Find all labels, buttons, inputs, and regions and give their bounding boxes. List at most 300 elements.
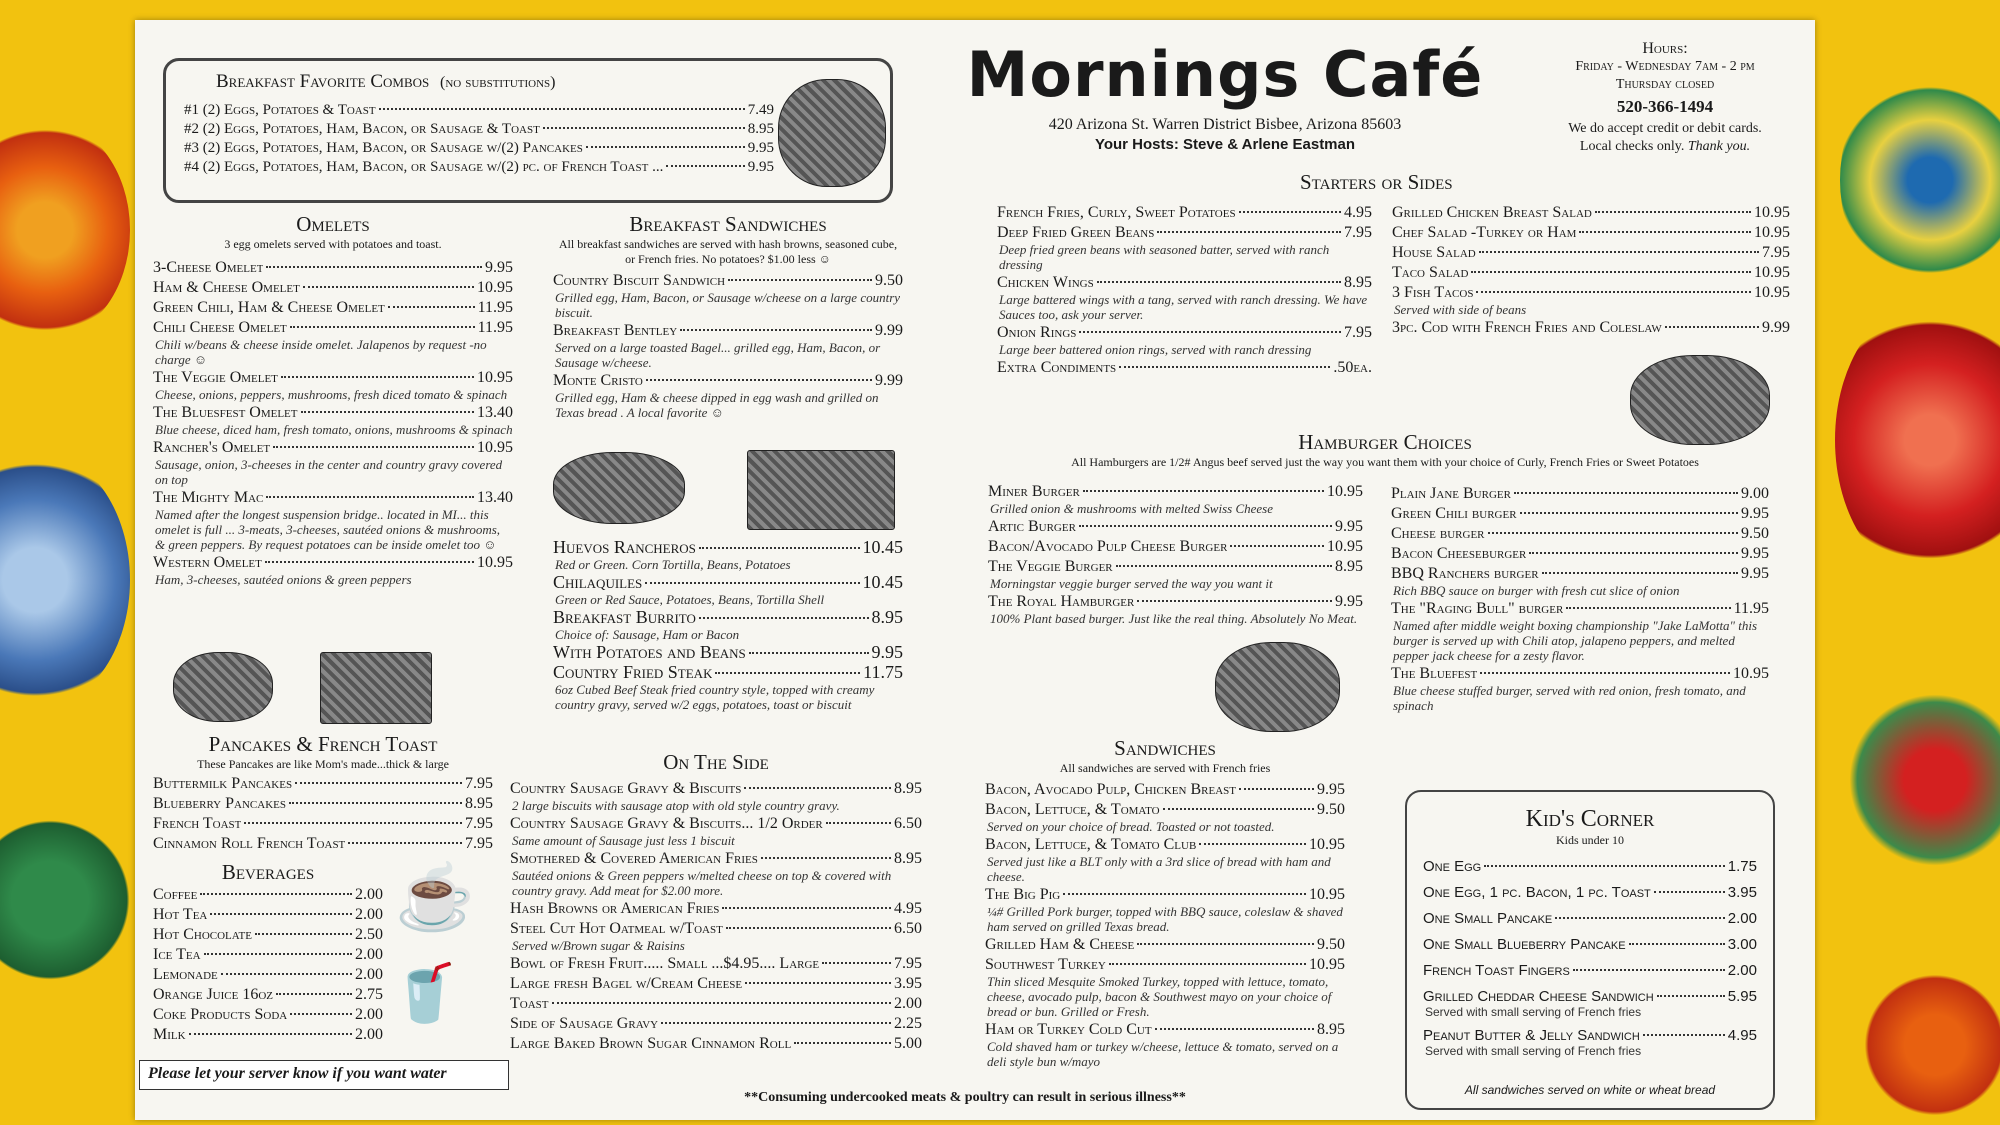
item-name: Southwest Turkey — [985, 956, 1106, 973]
dot-leader — [680, 329, 872, 331]
menu-item — [1391, 599, 1769, 663]
item-name: With Potatoes and Beans — [553, 643, 746, 662]
kids-list — [1423, 858, 1757, 1058]
dot-leader — [1155, 1028, 1314, 1030]
item-price: 3.95 — [894, 975, 922, 992]
menu-item-row — [1423, 884, 1757, 902]
dot-leader — [1079, 331, 1341, 333]
menu-item-row — [153, 298, 513, 317]
menu-item — [988, 537, 1363, 556]
item-name: Bacon/Avocado Pulp Cheese Burger — [988, 538, 1228, 555]
menu-item — [988, 592, 1363, 626]
menu-item — [153, 774, 493, 793]
flower-decoration — [1835, 300, 2000, 580]
item-name: The Mighty Mac — [153, 489, 264, 506]
menu-item-row — [153, 945, 383, 964]
menu-item-row — [153, 403, 513, 422]
dot-leader — [189, 1033, 352, 1035]
item-name: 3pc. Cod with French Fries and Coleslaw — [1392, 319, 1662, 336]
menu-item-row — [153, 258, 513, 277]
item-price: 4.95 — [894, 900, 922, 917]
menu-item-row — [1423, 988, 1757, 1006]
item-name: Coffee — [153, 886, 198, 903]
dot-leader — [244, 822, 462, 824]
flower-decoration — [0, 450, 130, 710]
menu-item — [153, 403, 513, 437]
item-name: Extra Condiments — [997, 359, 1117, 376]
omelets-section — [153, 212, 513, 588]
dot-leader — [1083, 490, 1324, 492]
dot-leader — [1137, 943, 1314, 945]
menu-item — [153, 438, 513, 487]
item-description: Sautéed onions & Green peppers w/melted cheese on top & covered with country gravy. Add meat for $2.00 more. — [512, 868, 892, 898]
pancakes-title: Pancakes & French Toast — [208, 732, 438, 756]
item-name: Miner Burger — [988, 483, 1080, 500]
item-name: The Veggie Burger — [988, 558, 1113, 575]
item-name: Chilaquiles — [553, 573, 643, 592]
menu-item — [988, 517, 1363, 536]
menu-item-row — [1392, 263, 1790, 282]
item-name: Artic Burger — [988, 518, 1076, 535]
pancakes-list — [153, 774, 493, 853]
menu-item-row — [1423, 1027, 1757, 1045]
menu-item-row — [153, 368, 513, 387]
item-name: Country Biscuit Sandwich — [553, 272, 726, 289]
item-price: 9.95 — [871, 642, 903, 662]
item-description: Served with side of beans — [1394, 302, 1527, 317]
combo-item — [184, 158, 774, 177]
menu-item — [153, 945, 383, 964]
menu-item-row — [997, 273, 1372, 292]
item-name: #2 (2) Eggs, Potatoes, Ham, Bacon, or Sausage & Toast — [184, 121, 540, 137]
omelets-title: Omelets — [296, 212, 370, 236]
dot-leader — [826, 822, 891, 824]
dot-leader — [1239, 211, 1341, 213]
item-name: The Big Pig — [985, 886, 1061, 903]
menu-item — [997, 358, 1372, 377]
menu-item-row — [1392, 318, 1790, 337]
item-price: 7.95 — [1344, 224, 1372, 241]
item-price: 10.95 — [1309, 886, 1345, 903]
item-price: 10.95 — [1733, 665, 1769, 682]
menu-item — [153, 965, 383, 984]
dot-leader — [273, 446, 474, 448]
menu-item-row — [988, 482, 1363, 501]
item-name: Blueberry Pancakes — [153, 795, 286, 812]
menu-item-row — [510, 899, 922, 918]
dot-leader — [265, 561, 474, 563]
dot-leader — [1542, 572, 1738, 574]
starters-section — [995, 170, 1815, 195]
menu-item — [510, 1014, 922, 1033]
combos-list — [184, 101, 774, 177]
item-price: 3.00 — [1727, 936, 1757, 953]
sandwiches-section — [985, 736, 1345, 1070]
item-name: Coke Products Soda — [153, 1006, 288, 1023]
dot-leader — [388, 306, 475, 308]
dot-leader — [661, 1022, 891, 1024]
menu-item — [997, 273, 1372, 322]
menu-item-row — [1392, 223, 1790, 242]
item-name: Grilled Ham & Cheese — [985, 936, 1135, 953]
dot-leader — [1097, 281, 1341, 283]
menu-item — [510, 899, 922, 918]
side-section — [510, 750, 922, 1054]
dot-leader — [1566, 607, 1730, 609]
menu-item — [1423, 962, 1757, 980]
dot-leader — [255, 933, 352, 935]
item-name: Bowl of Fresh Fruit..... Small ...$4.95.... Large — [510, 955, 820, 972]
menu-item-row — [988, 537, 1363, 556]
item-description: Rich BBQ sauce on burger with fresh cut slice of onion — [1393, 583, 1680, 598]
dot-leader — [744, 787, 891, 789]
burrito-photo — [553, 452, 685, 524]
combos-box — [163, 58, 893, 203]
kids-title: Kid's Corner — [1525, 806, 1655, 832]
menu-item — [510, 1034, 922, 1053]
dot-leader — [794, 1042, 891, 1044]
item-name: Chef Salad -Turkey or Ham — [1392, 224, 1577, 241]
item-price: 8.95 — [1335, 558, 1363, 575]
item-price: 2.00 — [894, 995, 922, 1012]
menu-item-row — [553, 608, 903, 627]
kids-subtitle: Kids under 10 — [1556, 833, 1624, 847]
menu-item-row — [1391, 544, 1769, 563]
flower-decoration — [1840, 60, 2000, 300]
hours-line: Friday - Wednesday 7am - 2 pm — [1575, 59, 1755, 74]
menu-item — [510, 954, 922, 973]
menu-item — [985, 780, 1345, 799]
menu-item-row — [1392, 283, 1790, 302]
kids-corner-box — [1405, 790, 1775, 1110]
item-price: 10.45 — [862, 537, 903, 557]
item-name: One Small Blueberry Pancake — [1423, 936, 1626, 953]
item-price: 10.95 — [1754, 264, 1790, 281]
dot-leader — [1116, 565, 1332, 567]
hours-block — [1525, 40, 1805, 156]
menu-item — [153, 318, 513, 367]
dot-leader — [266, 266, 482, 268]
item-price: 11.95 — [477, 299, 513, 316]
item-description: Grilled egg, Ham & cheese dipped in egg wash and grilled on Texas bread . A local favorite ☺ — [555, 390, 879, 420]
dot-leader — [266, 496, 474, 498]
item-price: 11.95 — [477, 319, 513, 336]
item-price: .50ea. — [1333, 359, 1372, 376]
item-name: Hot Tea — [153, 906, 208, 923]
soda-glass-icon: 🥤 — [390, 963, 460, 1025]
menu-item-row — [553, 663, 903, 682]
menu-item — [985, 955, 1345, 1019]
water-note: Please let your server know if you want water — [139, 1060, 509, 1090]
item-price: 9.95 — [485, 259, 513, 276]
item-price: 7.95 — [465, 835, 493, 852]
burgers-title: Hamburger Choices — [1298, 430, 1472, 454]
item-price: 9.50 — [875, 272, 903, 289]
side-title: On The Side — [663, 750, 769, 774]
item-name: House Salad — [1392, 244, 1476, 261]
menu-item — [153, 905, 383, 924]
menu-item-row — [153, 965, 383, 984]
beverages-section — [153, 860, 383, 1045]
menu-item — [1392, 263, 1790, 282]
item-name: Country Sausage Gravy & Biscuits — [510, 780, 742, 797]
menu-item-row — [553, 321, 903, 340]
menu-item-row — [985, 800, 1345, 819]
item-price: 10.95 — [1309, 956, 1345, 973]
menu-item — [553, 271, 903, 320]
menu-item-row — [510, 1014, 922, 1033]
item-price: 9.95 — [1335, 593, 1363, 610]
item-price: 7.95 — [465, 815, 493, 832]
item-name: BBQ Ranchers burger — [1391, 565, 1539, 582]
menu-item-row — [1391, 664, 1769, 683]
flower-decoration — [1860, 950, 2000, 1125]
item-name: #1 (2) Eggs, Potatoes & Toast — [184, 102, 376, 118]
menu-item — [510, 919, 922, 953]
cafe-title: Mornings Café — [966, 38, 1484, 111]
menu-item — [997, 323, 1372, 357]
menu-item-row — [553, 573, 903, 592]
menu-item — [153, 278, 513, 297]
menu-item — [553, 643, 903, 662]
dot-leader — [1629, 943, 1725, 945]
item-description: 6oz Cubed Beef Steak fried country style, topped with creamy country gravy, served w/2 eggs, potatoes, toast or biscuit — [555, 682, 875, 712]
hours-line: Thursday closed — [1615, 77, 1715, 92]
menu-item — [153, 794, 493, 813]
item-description: Blue cheese stuffed burger, served with red onion, fresh tomato, and spinach — [1393, 683, 1746, 713]
dot-leader — [726, 927, 891, 929]
menu-item — [1391, 664, 1769, 713]
item-name: Country Fried Steak — [553, 663, 713, 682]
menu-item — [988, 557, 1363, 591]
menu-item — [510, 974, 922, 993]
item-description: Red or Green. Corn Tortilla, Beans, Potatoes — [555, 557, 791, 572]
menu-item-row — [510, 849, 922, 868]
item-price: 2.00 — [1727, 962, 1757, 979]
menu-item-row — [153, 925, 383, 944]
flower-decoration — [0, 120, 130, 340]
item-description: Served with small serving of French fries — [1425, 1005, 1642, 1019]
chilaquiles-photo — [747, 450, 895, 530]
menu-item — [153, 885, 383, 904]
menu-item-row — [985, 1020, 1345, 1039]
menu-item — [1391, 524, 1769, 543]
item-name: Grilled Cheddar Cheese Sandwich — [1423, 988, 1654, 1005]
sandwiches-title: Sandwiches — [1114, 736, 1216, 760]
item-price: 8.95 — [1317, 1021, 1345, 1038]
item-description: Served with small serving of French fries — [1425, 1044, 1642, 1058]
combo-plate-photo — [778, 79, 886, 187]
item-price: 10.95 — [1754, 204, 1790, 221]
item-price: 10.95 — [1754, 284, 1790, 301]
dot-leader — [728, 279, 872, 281]
menu-item — [153, 553, 513, 587]
item-description: Grilled onion & mushrooms with melted Swiss Cheese — [990, 501, 1273, 516]
dot-leader — [1163, 808, 1314, 810]
dot-leader — [295, 782, 462, 784]
dot-leader — [1555, 917, 1725, 919]
dot-leader — [1480, 672, 1730, 674]
menu-item-row — [510, 779, 922, 798]
menu-item — [1392, 283, 1790, 317]
dot-leader — [822, 962, 891, 964]
item-price: 10.95 — [477, 439, 513, 456]
menu-item-row — [153, 905, 383, 924]
menu-item-row — [997, 358, 1372, 377]
item-name: Hash Browns or American Fries — [510, 900, 720, 917]
item-name: Breakfast Bentley — [553, 322, 678, 339]
menu-item-row — [1391, 599, 1769, 618]
item-name: Onion Rings — [997, 324, 1077, 341]
menu-item-row — [153, 1025, 383, 1044]
payment-thanks: Thank you. — [1687, 139, 1751, 154]
item-price: 8.95 — [747, 121, 774, 137]
menu-item-row — [988, 517, 1363, 536]
item-name: One Egg — [1423, 858, 1482, 875]
payment-local: Local checks only. — [1579, 139, 1685, 154]
item-name: French Toast — [153, 815, 242, 832]
menu-item — [985, 835, 1345, 884]
item-name: Huevos Rancheros — [553, 538, 696, 557]
item-name: Plain Jane Burger — [1391, 485, 1511, 502]
dot-leader — [1488, 532, 1738, 534]
menu-item — [153, 814, 493, 833]
dot-leader — [699, 617, 869, 619]
combos-title: Breakfast Favorite Combos — [216, 71, 430, 92]
dot-leader — [715, 672, 860, 674]
menu-item-row — [510, 919, 922, 938]
item-name: Smothered & Covered American Fries — [510, 850, 758, 867]
menu-item-row — [153, 794, 493, 813]
item-price: 10.95 — [477, 554, 513, 571]
item-name: Large Baked Brown Sugar Cinnamon Roll — [510, 1035, 792, 1052]
side-list — [510, 779, 922, 1053]
menu-item-row — [153, 488, 513, 507]
item-description: Served on your choice of bread. Toasted or not toasted. — [987, 819, 1275, 834]
menu-item — [553, 608, 903, 642]
combo-item — [184, 120, 774, 139]
item-name: One Small Pancake — [1423, 910, 1553, 927]
item-price: 8.95 — [894, 850, 922, 867]
item-name: Green Chili burger — [1391, 505, 1517, 522]
item-description: Ham, 3-cheeses, sautéed onions & green peppers — [155, 572, 412, 587]
menu-item — [553, 538, 903, 572]
menu-item-row — [510, 954, 922, 973]
dot-leader — [301, 411, 475, 413]
item-description: Deep fried green beans with seasoned batter, served with ranch dressing — [999, 242, 1330, 272]
combos-heading — [216, 71, 736, 93]
item-name: Western Omelet — [153, 554, 262, 571]
coffee-cup-icon: ☕ — [395, 862, 475, 933]
combo-item — [184, 101, 774, 120]
menu-item-row — [553, 538, 903, 557]
starters-title: Starters or Sides — [1300, 170, 1453, 194]
item-name: Large fresh Bagel w/Cream Cheese — [510, 975, 743, 992]
menu-item-row — [1423, 910, 1757, 928]
burgers-subtitle: All Hamburgers are 1/2# Angus beef served just the way you want them with your choice of Curly, French Fries or Sweet Potatoes — [1071, 455, 1699, 469]
item-price: 6.50 — [894, 815, 922, 832]
menu-item — [1391, 564, 1769, 598]
dot-leader — [1657, 995, 1725, 997]
menu-item-row — [988, 592, 1363, 611]
item-description: Green or Red Sauce, Potatoes, Beans, Tortilla Shell — [555, 592, 825, 607]
menu-item-row — [985, 935, 1345, 954]
menu-item-row — [985, 835, 1345, 854]
dot-leader — [1119, 366, 1330, 368]
starters-left-list — [997, 203, 1372, 378]
item-name: Taco Salad — [1392, 264, 1469, 281]
item-description: Sausage, onion, 3-cheeses in the center and country gravy covered on top — [155, 457, 503, 487]
item-price: 9.00 — [1741, 485, 1769, 502]
item-name: Rancher's Omelet — [153, 439, 271, 456]
item-price: 8.95 — [1344, 274, 1372, 291]
dot-leader — [761, 857, 891, 859]
item-description: Same amount of Sausage just less 1 biscuit — [512, 833, 735, 848]
menu-item-row — [1392, 243, 1790, 262]
dot-leader — [722, 907, 891, 909]
item-name: The Veggie Omelet — [153, 369, 278, 386]
item-name: Deep Fried Green Beans — [997, 224, 1155, 241]
item-price: 7.95 — [465, 775, 493, 792]
item-price: 2.00 — [355, 1006, 383, 1023]
item-name: Buttermilk Pancakes — [153, 775, 293, 792]
menu-item-row — [153, 814, 493, 833]
burgers-right-list — [1391, 484, 1769, 714]
dot-leader — [1529, 552, 1738, 554]
dot-leader — [1520, 512, 1738, 514]
item-name: Side of Sausage Gravy — [510, 1015, 659, 1032]
cafe-hosts: Your Hosts: Steve & Arlene Eastman — [1094, 136, 1356, 153]
menu-item — [510, 849, 922, 898]
dot-leader — [1665, 326, 1759, 328]
dot-leader — [1514, 492, 1738, 494]
dot-leader — [289, 802, 462, 804]
menu-item — [997, 203, 1372, 222]
item-description: Served on a large toasted Bagel... grilled egg, Ham, Bacon, or Sausage w/cheese. — [555, 340, 881, 370]
item-name: French Fries, Curly, Sweet Potatoes — [997, 204, 1236, 221]
sandwiches-list — [985, 780, 1345, 1069]
dot-leader — [200, 893, 352, 895]
cafe-address: 420 Arizona St. Warren District Bisbee, Arizona 85603 — [1048, 116, 1402, 133]
menu-item — [153, 985, 383, 1004]
breakfast-sandwiches-subtitle: All breakfast sandwiches are served with hash browns, seasoned cube, or French fries. No potatoes? $1.00 less ☺ — [558, 237, 898, 266]
flower-decoration — [1850, 650, 2000, 910]
pancakes-subtitle: These Pancakes are like Mom's made...thick & large — [197, 757, 449, 771]
item-description: Grilled egg, Ham, Bacon, or Sausage w/cheese on a large country biscuit. — [555, 290, 901, 320]
item-description: Large battered wings with a tang, served with ranch dressing. We have Sauces too, ask your server. — [999, 292, 1368, 322]
menu-item — [1423, 884, 1757, 902]
dot-leader — [1479, 251, 1759, 253]
menu-sheet — [135, 20, 1815, 1120]
item-price: 2.75 — [355, 986, 383, 1003]
menu-item — [1392, 243, 1790, 262]
item-name: Cinnamon Roll French Toast — [153, 835, 346, 852]
menu-item-row — [510, 974, 922, 993]
item-price: 2.00 — [355, 966, 383, 983]
dot-leader — [1157, 231, 1341, 233]
menu-item-row — [997, 203, 1372, 222]
dot-leader — [699, 547, 860, 549]
item-name: The "Raging Bull" burger — [1391, 600, 1564, 617]
combo-item — [184, 139, 774, 158]
menu-item — [553, 321, 903, 370]
breakfast-sandwiches-title: Breakfast Sandwiches — [629, 212, 827, 236]
dot-leader — [1643, 1034, 1725, 1036]
item-price: 10.45 — [862, 572, 903, 592]
food-safety-warning: **Consuming undercooked meats & poultry can result in serious illness** — [744, 1090, 1186, 1105]
menu-item-row — [1392, 203, 1790, 222]
item-price: 5.95 — [1727, 988, 1757, 1005]
